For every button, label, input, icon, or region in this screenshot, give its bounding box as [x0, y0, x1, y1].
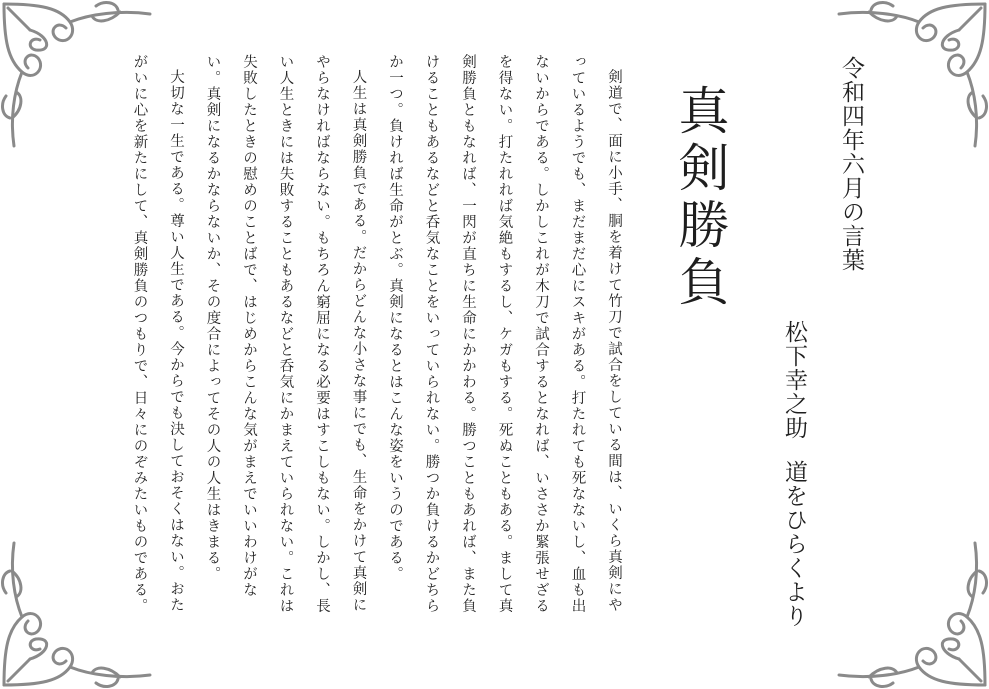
source-credit [778, 460, 811, 628]
body-text [132, 54, 632, 614]
source-book: 道をひらく [781, 460, 807, 580]
source-suffix: より [781, 580, 807, 628]
paragraph: 剣道で、面に小手、胴を着けて竹刀で試合をしている間は、いくら真剣にやっているようでも、まだまだ心にスキがある。打たれても死なないし、血も出ないからである。しかしこれが木刀で試合するとなれば、いささか緊張せざるを得ない。打たれれば気絶もするし、ケガもする。死ぬこともある。まして真剣勝負ともなれば、一閃が直ちに生命にかかわる。勝つこともあれば、また負けることもあるなどと呑気なことをいっていられない。勝つか負けるかどちらか一つ。負ければ生命がとぶ。真剣になるとはこんな姿をいうのである。 [387, 54, 622, 614]
author-name: 松下幸之助 [781, 320, 807, 440]
paragraph: 大切な一生である。尊い人生である。今からでも決しておそくはない。おたがいに心を新たにして、真剣勝負のつもりで、日々にのぞみたいものである。 [132, 54, 184, 614]
month-label: 令和四年六月の言葉 [838, 56, 864, 272]
scroll-flourish-icon [829, 539, 989, 689]
paragraph: 人生は真剣勝負である。だからどんな小さな事にでも、生命をかけて真剣にやらなければならない。もちろん窮屈になる必要はすこしもない。しかし、長い人生ときには失敗することもあるなどと呑気にかまえていられない。これは失敗したときの慰めのことばで、はじめからこんな気がまえでいいわけがない。真剣になるかならないか、その度合によってその人の人生はきまる。 [204, 54, 367, 614]
page-title: 真剣勝負 [669, 84, 728, 312]
